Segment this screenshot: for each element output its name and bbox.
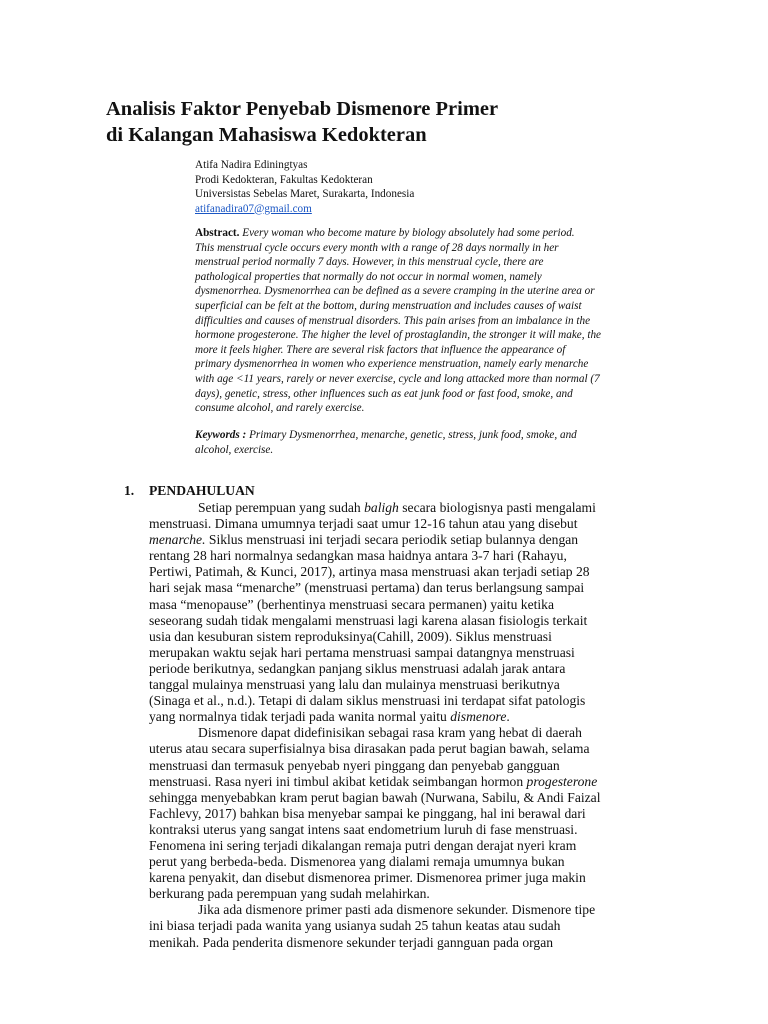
body-line [149,580,669,596]
body-line [149,854,669,870]
body-text-segment: berkurang pada perempuan yang sudah melahirkan. [149,886,430,902]
body-line [149,806,669,822]
body-text [149,500,669,951]
italic-term: menarche. [149,532,206,548]
abstract-text: This menstrual cycle occurs every month with a range of 28 days normally in her [195,241,559,254]
author-affiliation: Prodi Kedokteran, Fakultas Kedokteran [195,173,373,186]
body-line [149,516,669,532]
body-text-segment: menstruasi. Rasa nyeri ini timbul akibat ketidak seimbangan hormon [149,773,527,789]
body-text-segment: secara biologisnya pasti mengalami [398,500,596,515]
body-line [149,918,669,934]
body-text-segment: usia dan kesuburan sistem reproduksinya(Cahill, 2009). Siklus menstruasi [149,628,552,644]
abstract-text: hormone progesterone. The higher the level of prostaglandin, the stronger it will make, the [195,329,602,342]
body-line [149,822,669,838]
abstract-line [195,299,665,314]
body-line [149,500,669,516]
section-number: 1. [124,483,135,498]
abstract-text: primary dysmenorrhea in women who experience menstruation, namely early menarche [195,358,589,371]
abstract-line [195,241,665,256]
body-text-segment: Jika ada dismenore primer pasti ada dismenore sekunder. Dismenore tipe [198,902,596,918]
abstract-label: Abstract. [195,227,240,239]
italic-term: progesterone [526,773,598,789]
body-line [149,838,669,854]
section-title: PENDAHULUAN [149,483,255,498]
abstract-line [195,372,665,387]
body-text-segment: hari sejak masa “menarche” (menstruasi pertama) dan terus berlangsung sampai [149,580,585,596]
body-line [149,790,669,806]
body-text-segment: rentang 28 hari normalnya sedangkan masa haidnya antara 3-7 hari (Rahayu, [149,548,567,564]
abstract-text: with age <11 years, rarely or never exercise, cycle and long attacked more than normal (7 [195,372,600,385]
italic-term: dismenore [450,709,507,725]
body-text-segment: (Sinaga et al., n.d.). Tetapi di dalam siklus menstruasi ini terdapat sifat patologis [149,693,586,709]
abstract-line [195,343,665,358]
body-text-segment: masa “menopause” (berhentinya menstruasi secara permanen) yaitu ketika [149,596,554,612]
body-text-segment: sehingga menyebabkan kram perut bagian bawah (Nurwana, Sabilu, & Andi Faizal [149,789,601,805]
abstract-line [195,314,665,329]
body-text-segment: tanggal mulainya menstruasi yang lalu dan mulainya menstruasi berikutnya [149,677,560,693]
abstract-text: superficial can be felt at the bottom, during menstruation and includes causes of waist [195,299,582,312]
keywords-text-cont: alcohol, exercise. [195,443,274,456]
author-name: Atifa Nadira Ediningtyas [195,159,308,171]
body-line [149,886,669,902]
abstract-text: menstrual period normally 7 days. However, in this menstrual cycle, there are [195,256,544,269]
body-line [149,677,669,693]
abstract-text: difficulties and causes of menstrual disorders. This pain arises from an imbalance in the [195,314,591,327]
body-text-segment: Siklus menstruasi ini terjadi secara periodik setiap bulannya dengan [205,532,579,548]
body-line [149,532,669,548]
abstract [195,226,665,416]
body-line [149,758,669,774]
body-text-segment: kontraksi uterus yang sangat intens saat endometrium luruh di fase menstruasi. [149,821,578,837]
body-text-segment: menikah. Pada penderita dismenore sekunder terjadi gannguan pada organ [149,934,554,950]
body-line [149,709,669,725]
abstract-line [195,328,665,343]
keywords [195,428,665,457]
abstract-text: consume alcohol, and rarely exercise. [195,402,365,415]
body-line [149,564,669,580]
italic-term: baligh [364,500,399,515]
author-email-link[interactable]: atifanadira07@gmail.com [195,202,312,215]
body-text-segment: karena penyakit, dan disebut dismenorea primer. Dismenorea primer juga makin [149,870,586,886]
body-text-segment: Pertiwi, Patimah, & Kunci, 2017), artinya masa menstruasi akan terjadi setiap 28 [149,564,590,580]
body-line [149,645,669,661]
abstract-text: Every woman who become mature by biology absolutely had some period. [239,227,575,239]
body-line [149,741,669,757]
body-text-segment: . [506,709,510,725]
author-university: Universistas Sebelas Maret, Surakarta, Indonesia [195,188,415,200]
body-text-segment: ini biasa terjadi pada wanita yang usianya sudah 25 tahun keatas atau sudah [149,918,561,934]
body-line [149,661,669,677]
paper-title [106,96,706,148]
body-text-segment: Fachlevy, 2017) bahkan bisa menyebar sampai ke pinggang, hal ini berawal dari [149,805,586,821]
abstract-line [195,226,665,241]
abstract-text: days), genetic, stress, other influences such as eat junk food or fast food, smoke, and [195,387,573,400]
keywords-label: Keywords : [195,429,247,441]
body-line [149,548,669,564]
title-line-2: di Kalangan Mahasiswa Kedokteran [106,124,427,146]
abstract-line [195,387,665,402]
body-text-segment: periode berikutnya, sedangkan panjang siklus menstruasi adalah jarak antara [149,660,566,676]
body-line [149,629,669,645]
body-line [149,725,669,741]
abstract-line [195,357,665,372]
abstract-text: pathological properties that normally do not occur in normal women, namely [195,270,542,283]
body-text-segment: perut yang berbeda-beda. Dismenorea yang dialami remaja umumnya bukan [149,854,565,870]
body-line [149,693,669,709]
body-text-segment: Dismenore dapat didefinisikan sebagai rasa kram yang hebat di daerah [198,725,582,741]
author-block [195,158,414,216]
body-line [149,870,669,886]
abstract-line [195,284,665,299]
body-text-segment: merupakan waktu sejak hari pertama menstruasi sampai datangnya menstruasi [149,644,575,660]
body-text-segment: yang normalnya tidak terjadi pada wanita normal yaitu [149,709,451,725]
body-text-segment: menstruasi. Dimana umumnya terjadi saat umur 12-16 tahun atau yang disebut [149,516,578,532]
body-text-segment: seseorang sudah tidak mengalami menstruasi lagi karena alasan fisiologis terkait [149,612,588,628]
title-line-1: Analisis Faktor Penyebab Dismenore Primer [106,98,499,120]
keywords-text: Primary Dysmenorrhea, menarche, genetic, stress, junk food, smoke, and [246,429,577,441]
abstract-line [195,401,665,416]
body-text-segment: uterus atau secara superfisialnya bisa dirasakan pada perut bagian bawah, selama [149,741,590,757]
body-line [149,613,669,629]
body-line [149,935,669,951]
section-heading [124,483,255,499]
abstract-text: more it feels higher. There are several risk factors that influence the appearance of [195,343,566,356]
body-line [149,597,669,613]
body-line [149,902,669,918]
abstract-line [195,255,665,270]
body-text-segment: menstruasi dan termasuk penyebab nyeri pinggang dan penyebab gangguan [149,757,560,773]
body-text-segment: Setiap perempuan yang sudah [198,500,365,515]
abstract-line [195,270,665,285]
body-line [149,774,669,790]
body-text-segment: Fenomena ini sering terjadi dikalangan remaja putri dengan derajat nyeri kram [149,837,577,853]
abstract-text: dysmenorrhea. Dysmenorrhea can be defined as a severe cramping in the uterine area or [195,285,595,298]
